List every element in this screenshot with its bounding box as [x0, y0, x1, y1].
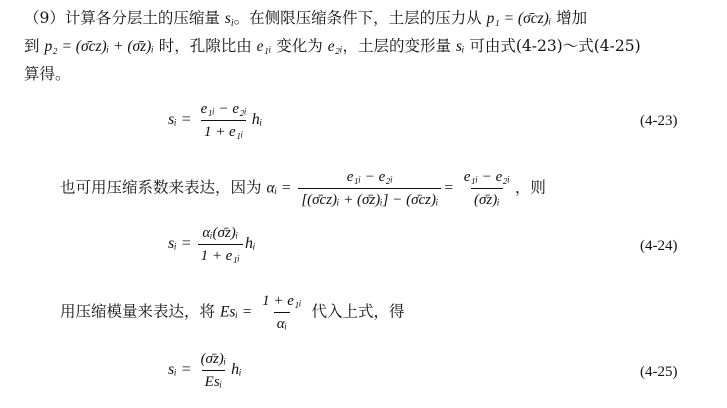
para3-text-a: 用压缩模量来表达，将 — [60, 302, 220, 321]
para1-text-h: 可由式(4-23)～式(4-25) — [464, 37, 641, 55]
equation-number-4-24: (4-24) — [640, 238, 678, 254]
eq3-tail: hᵢ — [231, 361, 242, 379]
para1-line3 — [24, 64, 71, 84]
eq3-numerator: (σ̄z)ᵢ — [200, 351, 227, 367]
para2-num2: e₁ᵢ − e₂ᵢ — [463, 169, 510, 185]
eq2-fraction — [198, 224, 243, 265]
para1-line2 — [24, 36, 641, 57]
p1-expression: p₁ = (σ̄cz)ᵢ — [486, 10, 552, 27]
equation-4-24 — [168, 224, 255, 265]
equation-4-23 — [168, 100, 262, 141]
para2-fraction-2 — [461, 168, 513, 209]
para1-text-c: 增加 — [551, 9, 588, 27]
var-e1i: e₁ᵢ — [256, 38, 272, 55]
sub-i: i — [230, 18, 234, 29]
para1-line1 — [24, 8, 587, 29]
var-e2i: e₂ᵢ — [327, 38, 343, 55]
para1-text-a: （9）计算各分层土的压缩量 — [24, 9, 225, 27]
para1-text-g: ，土层的变形量 — [342, 37, 456, 55]
var-s-i: s — [224, 10, 231, 27]
para2-alpha: αᵢ = — [266, 179, 292, 197]
para2-text-a: 也可用压缩系数来表达，因为 — [60, 178, 267, 197]
para1-text-e: 时，孔隙比由 — [153, 37, 257, 55]
para2-den2: (σ̄z)ᵢ — [471, 188, 503, 209]
para2-text-b: ，则 — [514, 178, 546, 197]
eq2-numerator: αᵢ(σ̄z)ᵢ — [202, 225, 239, 241]
eq2-lhs: sᵢ = — [168, 235, 192, 253]
eq1-denominator: 1 + e₁ᵢ — [201, 120, 246, 141]
eq3-denominator: Esᵢ — [202, 370, 225, 391]
para3-fraction — [259, 292, 304, 333]
para3-text-b: 代入上式，得 — [306, 302, 405, 321]
equation-number-4-23: (4-23) — [640, 113, 678, 129]
para1-text-f: 变化为 — [271, 37, 328, 55]
para3-den: αᵢ — [274, 312, 290, 333]
eq1-tail: hᵢ — [251, 111, 263, 129]
para3-num: 1 + e₁ᵢ — [262, 293, 302, 309]
eq1-numerator: e₁ᵢ − e₂ᵢ — [200, 101, 247, 117]
para1-text-b: 。在侧限压缩条件下，土层的压力从 — [233, 9, 487, 27]
para2-line — [60, 168, 546, 209]
eq2-tail: hᵢ — [244, 235, 256, 253]
eq1-lhs: sᵢ = — [168, 111, 192, 129]
para3-line — [60, 292, 404, 333]
eq3-lhs: sᵢ = — [168, 361, 192, 379]
para3-lhs: Esᵢ = — [219, 303, 253, 321]
equation-4-25 — [168, 350, 242, 391]
para2-num1: e₁ᵢ − e₂ᵢ — [346, 169, 393, 185]
para1-text-i: 算得。 — [24, 65, 71, 83]
para2-equals: = — [443, 179, 454, 197]
p2-expression: p₂ = (σ̄cz)ᵢ + (σ̄z)ᵢ — [44, 38, 154, 55]
var-si: sᵢ — [455, 38, 465, 55]
eq2-denominator: 1 + e₁ᵢ — [198, 244, 243, 265]
para2-fraction-1 — [298, 168, 441, 209]
eq1-fraction — [198, 100, 250, 141]
equation-number-4-25: (4-25) — [640, 364, 678, 380]
eq3-fraction — [198, 350, 230, 391]
para2-den1: [(σ̄cz)ᵢ + (σ̄z)ᵢ] − (σ̄cz)ᵢ — [298, 188, 441, 209]
para1-text-d: 到 — [24, 37, 45, 55]
